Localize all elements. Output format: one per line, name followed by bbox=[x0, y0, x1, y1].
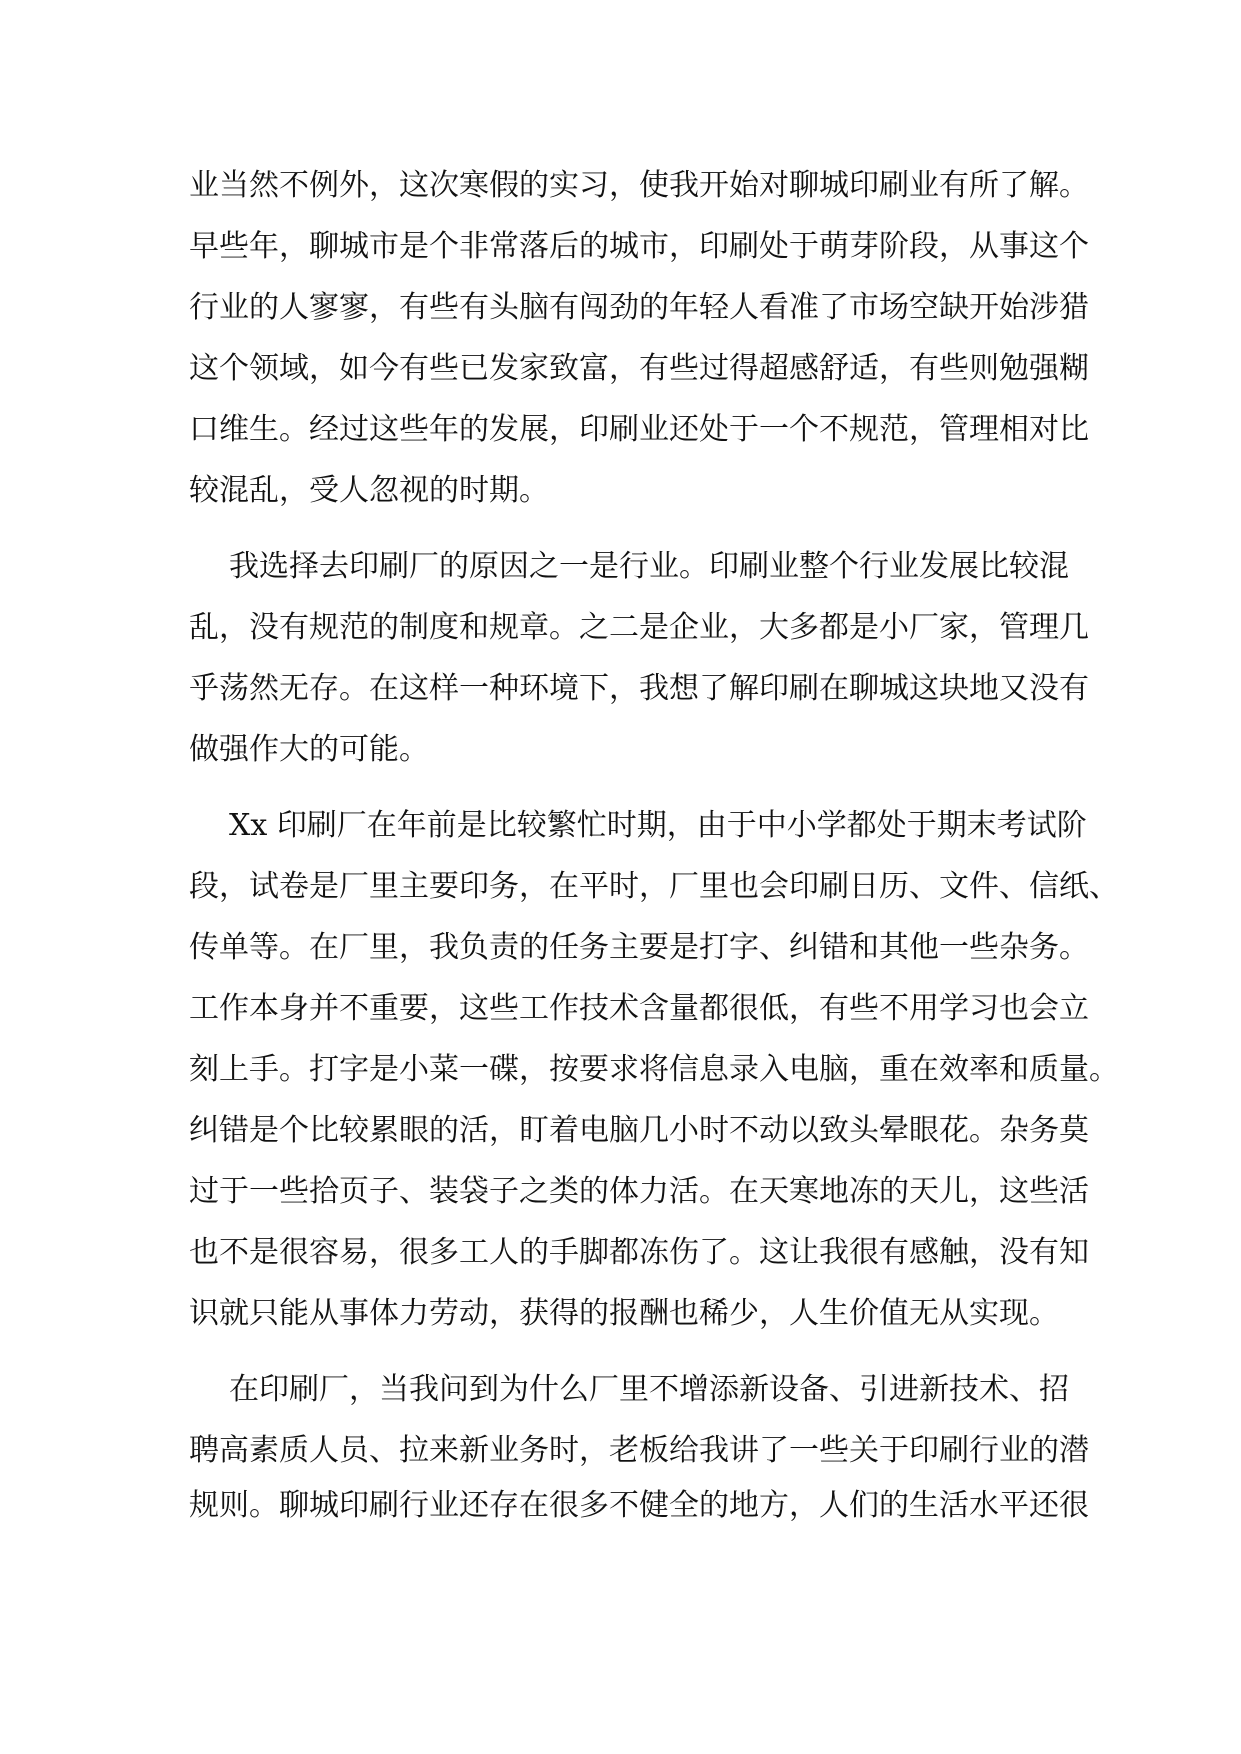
text-line: 工作本身并不重要，这些工作技术含量都很低，有些不用学习也会立 bbox=[189, 991, 1089, 1026]
text-line: 我选择去印刷厂的原因之一是行业。印刷业整个行业发展比较混 bbox=[229, 549, 1069, 584]
paragraph bbox=[189, 1359, 1089, 1531]
text-line: 业当然不例外，这次寒假的实习，使我开始对聊城印刷业有所了解。 bbox=[189, 168, 1089, 203]
paragraph bbox=[189, 536, 1089, 780]
text-line: 也不是很容易，很多工人的手脚都冻伤了。这让我很有感触，没有知 bbox=[189, 1235, 1089, 1270]
document-body bbox=[189, 155, 1119, 1531]
text-line: 乱，没有规范的制度和规章。之二是企业，大多都是小厂家，管理几 bbox=[189, 610, 1089, 645]
text-line: 口维生。经过这些年的发展，印刷业还处于一个不规范，管理相对比 bbox=[189, 412, 1089, 447]
text-line: 这个领域，如今有些已发家致富，有些过得超感舒适，有些则勉强糊 bbox=[189, 351, 1089, 386]
text-line: 较混乱，受人忽视的时期。 bbox=[189, 473, 549, 508]
text-line: Xx 印刷厂在年前是比较繁忙时期，由于中小学都处于期末考试阶 bbox=[229, 808, 1087, 843]
text-line: 纠错是个比较累眼的活，盯着电脑几小时不动以致头晕眼花。杂务莫 bbox=[189, 1113, 1089, 1148]
text-line: 段，试卷是厂里主要印务，在平时，厂里也会印刷日历、文件、信纸、 bbox=[189, 869, 1119, 904]
text-line: 行业的人寥寥，有些有头脑有闯劲的年轻人看准了市场空缺开始涉猎 bbox=[189, 290, 1089, 325]
text-line: 在印刷厂，当我问到为什么厂里不增添新设备、引进新技术、招 bbox=[229, 1372, 1069, 1407]
text-line: 早些年，聊城市是个非常落后的城市，印刷处于萌芽阶段，从事这个 bbox=[189, 229, 1089, 264]
paragraph-spacer bbox=[189, 780, 1055, 795]
paragraph-spacer bbox=[189, 1344, 1055, 1359]
text-line: 做强作大的可能。 bbox=[189, 732, 429, 767]
text-line: 传单等。在厂里，我负责的任务主要是打字、纠错和其他一些杂务。 bbox=[189, 930, 1089, 965]
paragraph-spacer bbox=[189, 521, 1055, 536]
text-line: 聘高素质人员、拉来新业务时，老板给我讲了一些关于印刷行业的潜 bbox=[189, 1433, 1089, 1468]
paragraph bbox=[189, 155, 1089, 521]
paragraph bbox=[189, 795, 1119, 1344]
text-line: 刻上手。打字是小菜一碟，按要求将信息录入电脑，重在效率和质量。 bbox=[189, 1052, 1119, 1087]
text-line: 乎荡然无存。在这样一种环境下，我想了解印刷在聊城这块地又没有 bbox=[189, 671, 1089, 706]
text-line: 规则。聊城印刷行业还存在很多不健全的地方，人们的生活水平还很 bbox=[189, 1488, 1089, 1523]
text-line: 过于一些拾页子、装袋子之类的体力活。在天寒地冻的天儿，这些活 bbox=[189, 1174, 1089, 1209]
text-line: 识就只能从事体力劳动，获得的报酬也稀少，人生价值无从实现。 bbox=[189, 1296, 1059, 1331]
